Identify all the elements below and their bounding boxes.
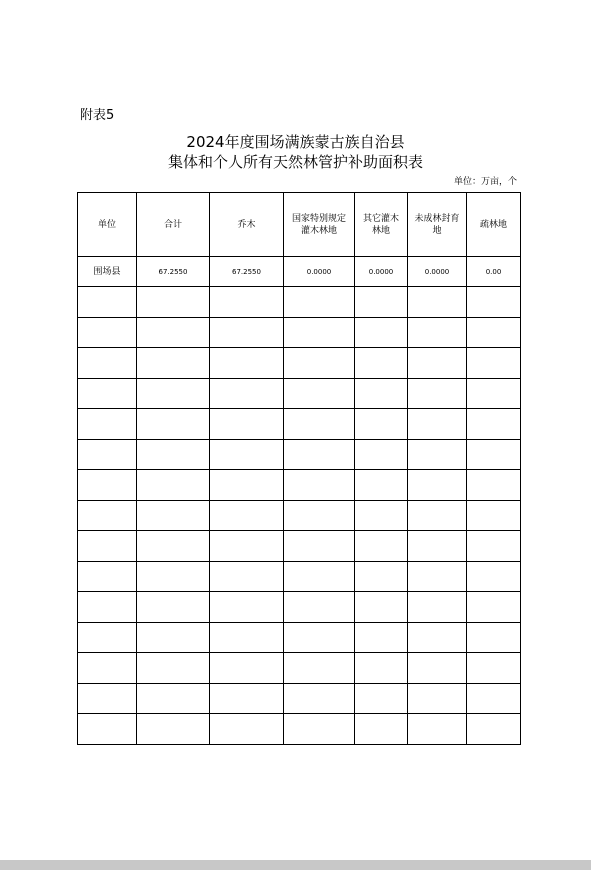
empty-table-cell	[408, 348, 467, 379]
empty-table-row	[78, 287, 521, 318]
empty-table-cell	[284, 409, 355, 440]
empty-table-cell	[210, 287, 284, 318]
empty-table-cell	[284, 622, 355, 653]
empty-table-cell	[78, 531, 137, 562]
empty-table-cell	[467, 683, 521, 714]
empty-table-cell	[78, 622, 137, 653]
empty-table-cell	[78, 378, 137, 409]
empty-table-cell	[210, 317, 284, 348]
table-cell: 0.0000	[408, 257, 467, 287]
header-text: 未成林封育	[414, 213, 460, 224]
empty-table-cell	[355, 287, 408, 318]
empty-table-cell	[355, 531, 408, 562]
empty-table-cell	[137, 683, 210, 714]
header-text: 地	[432, 225, 442, 236]
empty-table-row	[78, 531, 521, 562]
empty-table-cell	[284, 439, 355, 470]
empty-table-row	[78, 592, 521, 623]
table-cell: 0.00	[467, 257, 521, 287]
empty-table-cell	[355, 592, 408, 623]
empty-table-cell	[284, 592, 355, 623]
empty-table-cell	[137, 287, 210, 318]
empty-table-cell	[467, 470, 521, 501]
empty-table-cell	[137, 531, 210, 562]
empty-table-cell	[78, 317, 137, 348]
empty-table-cell	[467, 409, 521, 440]
empty-table-cell	[137, 500, 210, 531]
header-cell-total	[137, 193, 210, 257]
empty-table-cell	[210, 348, 284, 379]
empty-table-cell	[137, 348, 210, 379]
empty-table-cell	[210, 378, 284, 409]
header-text: 单位	[97, 219, 116, 230]
empty-table-cell	[408, 439, 467, 470]
empty-table-cell	[210, 714, 284, 745]
empty-table-cell	[78, 592, 137, 623]
empty-table-cell	[210, 470, 284, 501]
empty-table-cell	[137, 439, 210, 470]
table-header-row	[78, 193, 521, 257]
empty-table-cell	[355, 348, 408, 379]
empty-table-cell	[137, 470, 210, 501]
appendix-label: 附表5	[80, 108, 115, 123]
unit-note: 单位：万亩，个	[453, 177, 517, 187]
empty-table-cell	[408, 378, 467, 409]
empty-table-cell	[284, 500, 355, 531]
page-title-line-1: 2024年度围场满族蒙古族自治县	[186, 133, 405, 151]
empty-table-cell	[408, 470, 467, 501]
empty-table-cell	[355, 561, 408, 592]
empty-table-cell	[137, 592, 210, 623]
empty-table-cell	[78, 348, 137, 379]
empty-table-cell	[210, 531, 284, 562]
empty-table-cell	[467, 348, 521, 379]
empty-table-cell	[137, 561, 210, 592]
header-cell-sparse-forest	[467, 193, 521, 257]
empty-table-row	[78, 317, 521, 348]
empty-table-cell	[284, 378, 355, 409]
empty-table-cell	[467, 317, 521, 348]
empty-table-cell	[78, 500, 137, 531]
empty-table-cell	[78, 470, 137, 501]
empty-table-row	[78, 378, 521, 409]
empty-table-row	[78, 348, 521, 379]
empty-table-cell	[408, 653, 467, 684]
empty-table-cell	[408, 622, 467, 653]
empty-table-cell	[210, 653, 284, 684]
empty-table-cell	[355, 683, 408, 714]
empty-table-cell	[467, 439, 521, 470]
header-text: 乔木	[237, 219, 256, 230]
header-cell-special-shrub	[284, 193, 355, 257]
empty-table-row	[78, 470, 521, 501]
empty-table-cell	[284, 683, 355, 714]
empty-table-cell	[78, 287, 137, 318]
empty-table-cell	[355, 378, 408, 409]
empty-table-row	[78, 653, 521, 684]
empty-table-cell	[137, 714, 210, 745]
empty-table-cell	[284, 714, 355, 745]
empty-table-cell	[210, 439, 284, 470]
empty-table-cell	[78, 714, 137, 745]
table-cell: 0.0000	[284, 257, 355, 287]
empty-table-cell	[467, 287, 521, 318]
empty-table-cell	[210, 409, 284, 440]
empty-table-cell	[355, 470, 408, 501]
empty-table-cell	[408, 561, 467, 592]
header-cell-other-shrub	[355, 193, 408, 257]
empty-table-cell	[355, 500, 408, 531]
empty-table-cell	[408, 714, 467, 745]
empty-table-cell	[408, 592, 467, 623]
empty-table-cell	[355, 714, 408, 745]
empty-table-cell	[355, 622, 408, 653]
empty-table-cell	[408, 287, 467, 318]
header-cell-arbor	[210, 193, 284, 257]
header-text: 其它灌木	[362, 213, 399, 224]
table-cell: 67.2550	[210, 257, 284, 287]
empty-table-row	[78, 714, 521, 745]
page-title-line-2: 集体和个人所有天然林管护补助面积表	[167, 153, 423, 171]
empty-table-row	[78, 622, 521, 653]
subsidy-area-table	[77, 192, 521, 745]
empty-table-cell	[467, 622, 521, 653]
empty-table-cell	[78, 653, 137, 684]
empty-table-cell	[467, 500, 521, 531]
header-cell-unformed-forest	[408, 193, 467, 257]
empty-table-cell	[137, 622, 210, 653]
empty-table-cell	[467, 714, 521, 745]
empty-table-cell	[78, 561, 137, 592]
header-text: 国家特别规定	[291, 213, 346, 224]
empty-table-cell	[78, 439, 137, 470]
empty-table-cell	[467, 561, 521, 592]
empty-table-cell	[78, 683, 137, 714]
empty-table-cell	[210, 622, 284, 653]
empty-table-cell	[210, 592, 284, 623]
header-cell-unit	[78, 193, 137, 257]
empty-table-cell	[284, 531, 355, 562]
empty-table-cell	[210, 500, 284, 531]
empty-table-cell	[408, 531, 467, 562]
empty-table-cell	[284, 653, 355, 684]
empty-table-cell	[467, 378, 521, 409]
empty-table-cell	[467, 592, 521, 623]
empty-table-cell	[284, 561, 355, 592]
empty-table-cell	[467, 653, 521, 684]
empty-table-cell	[467, 531, 521, 562]
empty-table-cell	[137, 378, 210, 409]
empty-table-cell	[137, 317, 210, 348]
empty-table-cell	[408, 683, 467, 714]
empty-table-cell	[137, 653, 210, 684]
table-cell: 67.2550	[137, 257, 210, 287]
empty-table-cell	[355, 653, 408, 684]
table-cell: 0.0000	[355, 257, 408, 287]
header-text: 灌木林地	[300, 225, 337, 236]
empty-table-cell	[78, 409, 137, 440]
empty-table-row	[78, 409, 521, 440]
empty-table-cell	[408, 317, 467, 348]
empty-table-cell	[355, 317, 408, 348]
empty-table-cell	[210, 561, 284, 592]
empty-table-row	[78, 561, 521, 592]
bottom-scroll-bar	[0, 860, 591, 870]
empty-table-cell	[284, 317, 355, 348]
empty-table-cell	[137, 409, 210, 440]
empty-table-cell	[408, 409, 467, 440]
empty-table-cell	[284, 470, 355, 501]
empty-table-cell	[355, 439, 408, 470]
empty-table-row	[78, 683, 521, 714]
header-text: 林地	[371, 225, 390, 236]
empty-table-cell	[210, 683, 284, 714]
header-text: 合计	[163, 219, 182, 230]
empty-table-cell	[355, 409, 408, 440]
table-row	[78, 257, 521, 287]
empty-table-cell	[284, 287, 355, 318]
empty-table-row	[78, 439, 521, 470]
empty-table-row	[78, 500, 521, 531]
empty-table-cell	[408, 500, 467, 531]
header-text: 疏林地	[479, 219, 507, 230]
table-cell: 围场县	[78, 257, 137, 287]
empty-table-cell	[284, 348, 355, 379]
